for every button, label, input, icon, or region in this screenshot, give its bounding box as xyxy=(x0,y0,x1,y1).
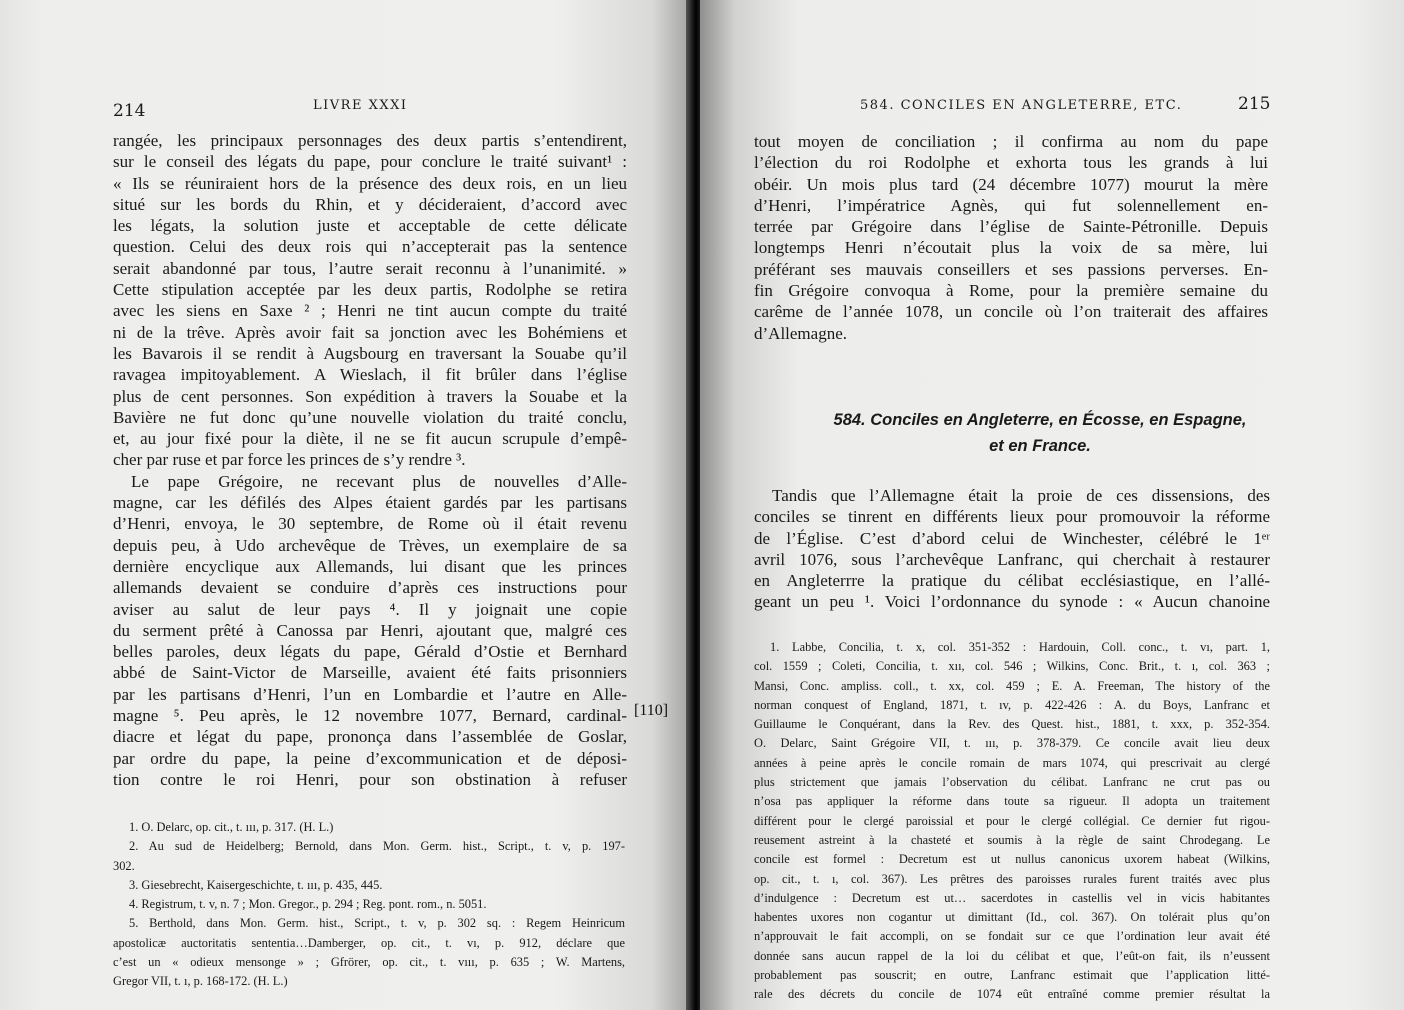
text-line: ravagea impitoyablement. A Wieslach, il fit brûler dans l’église xyxy=(113,365,627,385)
footnote-line: op. cit., t. ı, col. 367). Les prêtres des paroisses rurales furent traités avec plus xyxy=(754,871,1270,886)
footnote-line: donnée sans aucun rappel de la loi du célibat et que, l’eût-on fait, ils n’eussent xyxy=(754,948,1270,963)
footnote-line: n’approuvait le fait accompli, on se fondait sur ce que l’ordination leur avait été xyxy=(754,929,1270,944)
text-line: belles paroles, deux légats du pape, Gérald d’Ostie et Bernhard xyxy=(113,642,627,662)
text-line: diacre et légat du pape, prononça dans l’assemblée de Goslar, xyxy=(113,727,627,747)
text-line: ni de la trêve. Après avoir fait sa jonction avec les Bohémiens et xyxy=(113,322,627,342)
footnote-line: n’osa pas appliquer la réforme dans toute sa rigueur. Il adopta un traitement xyxy=(754,794,1270,809)
footnote-line: Guillaume le Conquérant, dans la Rev. des Quest. hist., 1881, t. xxx, p. 352-354. xyxy=(754,717,1270,732)
left-page xyxy=(0,0,694,1010)
text-line: aviser au salut de leur pays ⁴. Il y joignait une copie xyxy=(113,599,627,619)
text-line: magne ⁵. Peu après, le 12 novembre 1077, Bernard, cardinal- xyxy=(113,706,627,726)
text-line: cher par ruse et par force les princes de s’y rendre ³. xyxy=(113,450,466,470)
text-line: l’élection du roi Rodolphe et exhorta tous les grands à lui xyxy=(754,153,1268,173)
footnote-line: 2. Au sud de Heidelberg; Bernold, dans Mon. Germ. hist., Script., t. v, p. 197- xyxy=(129,839,625,854)
text-line: carême de l’année 1078, un concile où l’on traiterait des affaires xyxy=(754,302,1268,322)
footnote-line: 1. Labbe, Concilia, t. x, col. 351-352 : Hardouin, Coll. conc., t. vı, part. 1, xyxy=(770,640,1270,654)
footnote-line: norman conquest of England, 1871, t. ıv, p. 422-426 : A. du Boys, Lanfranc et xyxy=(754,697,1270,712)
footnote-line: reusement astreint à la chasteté et soumis à la règle de saint Chrodegang. Le xyxy=(754,832,1270,847)
text-line: rangée, les principaux personnages des deux partis s’entendirent, xyxy=(113,131,627,150)
footnote-line: habentes uxores non cogantur ut dimittant (Id., col. 367). On tolérait plus qu’on xyxy=(754,910,1270,925)
section-title xyxy=(700,407,1392,459)
text-line: serait abandonné par tous, l’autre serait reconnu à l’unanimité. » xyxy=(113,258,627,278)
footnote-line: probablement pas souscrit; en outre, Lanfranc estimait que l’application litté- xyxy=(754,968,1270,983)
right-page xyxy=(700,0,1404,1010)
text-line: tout moyen de conciliation ; il confirma au nom du pape xyxy=(754,132,1268,151)
footnote-line: plus strictement que jamais l’observation du célibat. Lanfranc ne crut pas ou xyxy=(754,775,1270,790)
text-line: du serment prêté à Canossa par Henri, ajoutant que, malgré ces xyxy=(113,620,627,640)
footnote-line: 5. Berthold, dans Mon. Germ. hist., Script., t. v, p. 302 sq. : Regem Heinricum xyxy=(129,916,625,931)
footnote-line: Mansi, Conc. ampliss. coll., t. xx, col. 459 ; E. A. Freeman, The history of the xyxy=(754,678,1270,693)
text-line: geant un peu ¹. Voici l’ordonnance du synode : « Aucun chanoine xyxy=(754,592,1270,612)
text-line: d’Henri, l’impératrice Agnès, qui fut solennellement en- xyxy=(754,195,1268,215)
text-line: Le pape Grégoire, ne recevant plus de nouvelles d’Alle- xyxy=(131,471,627,491)
text-line: question. Celui des deux rois qui n’accepterait pas la sentence xyxy=(113,237,627,257)
right-body-text xyxy=(754,131,1268,344)
left-page-number: 214 xyxy=(113,101,146,121)
footnote-line: différent pour le clergé paroissial et pour le clergé collégial. Ce dernier fut rigou- xyxy=(754,813,1270,828)
text-line: dernière encyclique aux Allemands, lui disant que les princes xyxy=(113,556,627,576)
text-line: depuis peu, à Udo archevêque de Trèves, un exemplaire de sa xyxy=(113,535,627,555)
footnote-line: rale des décrets du concile de 1074 eût entraîné comme premier résultat la xyxy=(754,987,1270,1002)
text-line: plus de cent personnes. Son expédition à travers la Souabe et la xyxy=(113,386,627,406)
footnote-line: 1. O. Delarc, op. cit., t. ııı, p. 317. (H. L.) xyxy=(129,820,334,834)
section-title-line: 584. Conciles en Angleterre, en Écosse, en Espagne, xyxy=(833,411,1247,429)
footnote-line: d’indulgence : Decretum est ut… sacerdotes in castellis vel in vicis habitantes xyxy=(754,890,1270,905)
text-line: tion contre le roi Henri, pour son obstination à refuser xyxy=(113,769,627,789)
footnote-line: apostolicæ auctoritatis sententia…Damberger, op. cit., t. vı, p. 912, déclare que xyxy=(113,935,625,950)
section-title-line: et en France. xyxy=(989,437,1091,455)
footnote-line: 4. Registrum, t. v, n. 7 ; Mon. Gregor., p. 294 ; Reg. pont. rom., n. 5051. xyxy=(129,897,487,912)
footnote-line: années à peine après le concile romain de mars 1074, qui prescrivait au clergé xyxy=(754,755,1270,770)
footnote-line: c’est un « odieux mensonge » ; Gfrörer, op. cit., t. vııı, p. 635 ; W. Martens, xyxy=(113,955,625,970)
text-line: terrée par Grégoire dans l’église de Sainte-Pétronille. Depuis xyxy=(754,217,1268,237)
text-line: par ordre du pape, la peine d’excommunication et de déposi- xyxy=(113,748,627,768)
margin-marker: [110] xyxy=(634,702,669,719)
text-line: longtemps Henri n’écoutait plus la voix de sa mère, lui xyxy=(754,238,1268,258)
left-body-text xyxy=(113,130,627,790)
text-line: « Ils se réuniraient hors de la présence des deux rois, en un lieu xyxy=(113,173,627,193)
text-line: Bavière ne fut donc qu’une nouvelle violation du traité conclu, xyxy=(113,407,627,427)
text-line: et, au jour fixé pour la diète, il ne se fit aucun scrupule d’empê- xyxy=(113,429,627,449)
text-line: de l’Église. C’est d’abord celui de Winchester, célébré le 1ᵉʳ xyxy=(754,528,1270,548)
left-footnotes xyxy=(113,818,625,992)
footnote-line: 302. xyxy=(113,858,135,873)
left-running-head: LIVRE XXXI xyxy=(313,98,408,113)
text-line: magne, car les défilés des Alpes étaient gardés par les partisans xyxy=(113,493,627,513)
footnote-line: col. 1559 ; Coleti, Concilia, t. xıı, col. 546 ; Wilkins, Conc. Brit., t. ı, col. 363 ; xyxy=(754,659,1270,674)
right-running-head: 584. CONCILES EN ANGLETERRE, ETC. xyxy=(860,98,1183,113)
text-line: allemands devaient se conduire d’après ces instructions pour xyxy=(113,578,627,598)
footnote-line: Gregor VII, t. ı, p. 168-172. (H. L.) xyxy=(113,974,288,989)
right-page-number: 215 xyxy=(1238,94,1271,114)
text-line: sur le conseil des légats du pape, pour conclure le traité suivant¹ : xyxy=(113,152,627,172)
text-line: conciles se tinrent en différents lieux pour promouvoir la réforme xyxy=(754,507,1270,527)
text-line: les Bavarois il se rendit à Augsbourg en traversant la Souabe qu’il xyxy=(113,343,627,363)
text-line: par les partisans d’Henri, l’un en Lombardie et l’autre en Alle- xyxy=(113,684,627,704)
text-line: d’Allemagne. xyxy=(754,323,847,343)
footnote-line: O. Delarc, Saint Grégoire VII, t. ııı, p. 378-379. Ce concile avait lieu deux xyxy=(754,736,1270,751)
text-line: Cette stipulation acceptée par les deux partis, Rodolphe se retira xyxy=(113,280,627,300)
text-line: d’Henri, envoya, le 30 septembre, de Rome où il était revenu xyxy=(113,514,627,534)
right-footnotes xyxy=(754,638,1270,1005)
text-line: obéir. Un mois plus tard (24 décembre 1077) mourut la mère xyxy=(754,174,1268,194)
text-line: avril 1076, sous l’archevêque Lanfranc, qui cherchait à restaurer xyxy=(754,549,1270,569)
section-body-text xyxy=(754,485,1270,613)
footnote-line: 3. Giesebrecht, Kaisergeschichte, t. ııı, p. 435, 445. xyxy=(129,877,383,892)
text-line: abbé de Saint-Victor de Marseille, avaient été faits prisonniers xyxy=(113,663,627,683)
text-line: en Angleterrre la pratique du célibat ecclésiastique, en l’allé- xyxy=(754,571,1270,591)
text-line: préférant ses mauvais conseillers et ses passions perverses. En- xyxy=(754,259,1268,279)
text-line: situé sur les bords du Rhin, et y décideraient, d’accord avec xyxy=(113,194,627,214)
text-line: les légats, la solution juste et acceptable de cette délicate xyxy=(113,216,627,236)
text-line: fin Grégoire convoqua à Rome, pour la première semaine du xyxy=(754,281,1268,301)
text-line: Tandis que l’Allemagne était la proie de ces dissensions, des xyxy=(772,486,1270,505)
text-line: avec les siens en Saxe ² ; Henri ne tint aucun compte du traité xyxy=(113,301,627,321)
footnote-line: concile est formel : Decretum est ut nullus canonicus uxorem habeat (Wilkins, xyxy=(754,852,1270,867)
